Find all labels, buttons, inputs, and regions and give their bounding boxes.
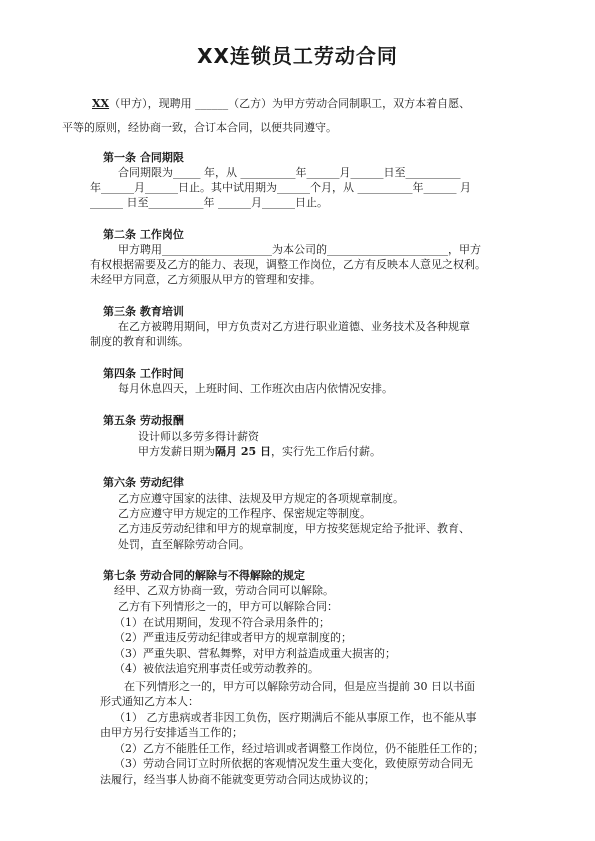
section-6-line-1: 乙方应遵守国家的法律、法规及甲方规定的各项规章制度。 bbox=[118, 492, 404, 505]
section-7-line-1: 经甲、乙双方协商一致，劳动合同可以解除。 bbox=[114, 584, 334, 597]
section-7-line-13: 法履行，经当事人协商不能就变更劳动合同达成协议的； bbox=[100, 773, 375, 786]
section-2-line-3: 未经甲方同意，乙方须服从甲方的管理和安排。 bbox=[90, 273, 321, 286]
section-6-line-2: 乙方应遵守甲方规定的工作程序、保密规定等制度。 bbox=[118, 507, 371, 520]
section-5-heading: 第五条 劳动报酬 bbox=[103, 414, 184, 427]
pay-date-value: 隔月 25 日 bbox=[215, 445, 271, 458]
section-7-line-9: （1） 乙方患病或者非因工负伤，医疗期满后不能从事原工作，也不能从事 bbox=[114, 711, 477, 724]
section-4-heading: 第四条 工作时间 bbox=[103, 367, 184, 380]
section-7-line-7: 在下列情形之一的，甲方可以解除劳动合同，但是应当提前 30 日以书面 bbox=[124, 680, 475, 693]
section-7-line-3: （1）在试用期间，发现不符合录用条件的； bbox=[114, 616, 330, 629]
intro-line-1-text: （甲方），现聘用 ______（乙方）为甲方劳动合同制职工，双方本着自愿、 bbox=[109, 97, 471, 110]
section-7-heading: 第七条 劳动合同的解除与不得解除的规定 bbox=[103, 569, 305, 582]
party-a-name: XX bbox=[92, 97, 110, 110]
intro-line-1 bbox=[92, 97, 470, 111]
section-7-line-11: （2）乙方不能胜任工作，经过培训或者调整工作岗位，仍不能胜任工作的； bbox=[114, 742, 484, 755]
intro-line-2: 平等的原则，经协商一致，合订本合同，以便共同遵守。 bbox=[62, 121, 337, 134]
section-7-line-6: （4）被依法追究刑事责任或劳动教养的。 bbox=[114, 662, 319, 675]
section-6-line-4: 处罚，直至解除劳动合同。 bbox=[118, 538, 250, 551]
section-1-line-3: ______ 日至__________年 ______月______日止。 bbox=[90, 196, 328, 209]
document-title: XX连锁员工劳动合同 bbox=[197, 44, 398, 68]
section-6-line-3: 乙方违反劳动纪律和甲方的规章制度，甲方按奖惩规定给予批评、教育、 bbox=[118, 522, 470, 535]
section-2-line-2: 有权根据需要及乙方的能力、表现，调整工作岗位，乙方有反映本人意见之权利。 bbox=[90, 258, 486, 271]
section-7-line-4: （2）严重违反劳动纪律或者甲方的规章制度的； bbox=[114, 631, 352, 644]
section-6-heading: 第六条 劳动纪律 bbox=[103, 476, 184, 489]
section-1-line-2: 年______月______日止。其中试用期为______个月，从 __________年______ 月 bbox=[90, 181, 471, 194]
pay-date-suffix: ，实行先工作后付薪。 bbox=[270, 445, 381, 458]
section-3-line-1: 在乙方被聘用期间，甲方负责对乙方进行职业道德、业务技术及各种规章 bbox=[118, 320, 470, 333]
section-4-line-1: 每月休息四天，上班时间、工作班次由店内依情况安排。 bbox=[118, 382, 393, 395]
section-5-line-1: 设计师以多劳多得计薪资 bbox=[138, 430, 259, 443]
section-1-line-1: 合同期限为_____ 年，从 __________年______月______日至__________ bbox=[118, 166, 461, 179]
section-3-line-2: 制度的教育和训练。 bbox=[90, 335, 189, 348]
section-2-heading: 第二条 工作岗位 bbox=[103, 228, 184, 241]
section-7-line-10: 由甲方另行安排适当工作的； bbox=[100, 726, 243, 739]
section-7-line-2: 乙方有下列情形之一的，甲方可以解除合同： bbox=[118, 600, 338, 613]
section-5-line-2 bbox=[138, 445, 381, 459]
section-2-line-1: 甲方聘用____________________为本公司的______________________，甲方 bbox=[118, 243, 481, 256]
section-3-heading: 第三条 教育培训 bbox=[103, 305, 184, 318]
section-7-line-12: （3）劳动合同订立时所依据的客观情况发生重大变化，致使原劳动合同无 bbox=[114, 757, 473, 770]
section-7-line-5: （3）严重失职、营私舞弊，对甲方利益造成重大损害的； bbox=[114, 647, 396, 660]
pay-date-prefix: 甲方发薪日期为 bbox=[138, 445, 215, 458]
section-7-line-8: 形式通知乙方本人： bbox=[100, 695, 199, 708]
section-1-heading: 第一条 合同期限 bbox=[103, 151, 184, 164]
